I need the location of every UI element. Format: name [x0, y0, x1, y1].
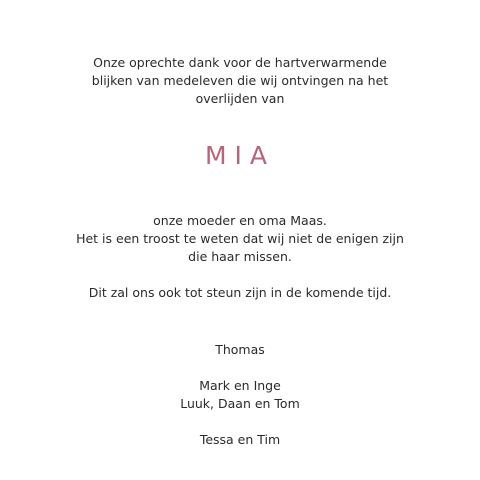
closing-line: Dit zal ons ook tot steun zijn in de komende tijd.	[88, 285, 392, 300]
body-line-3: die haar missen.	[188, 249, 292, 264]
signature-thomas: Thomas	[215, 342, 265, 357]
deceased-name: MIA	[204, 141, 276, 170]
body-line-2: Het is een troost te weten dat wij niet de enigen zijn	[76, 231, 404, 246]
signature-tessa-tim: Tessa en Tim	[199, 432, 281, 447]
intro-line-1: Onze oprechte dank voor de hartverwarmende	[93, 55, 387, 70]
signature-mark-inge: Mark en Inge	[199, 378, 281, 393]
signature-grandchildren: Luuk, Daan en Tom	[180, 396, 300, 411]
body-line-1: onze moeder en oma Maas.	[153, 213, 327, 228]
intro-line-2: blijken van medeleven die wij ontvingen na het	[91, 73, 389, 88]
intro-line-3: overlijden van	[195, 91, 285, 106]
